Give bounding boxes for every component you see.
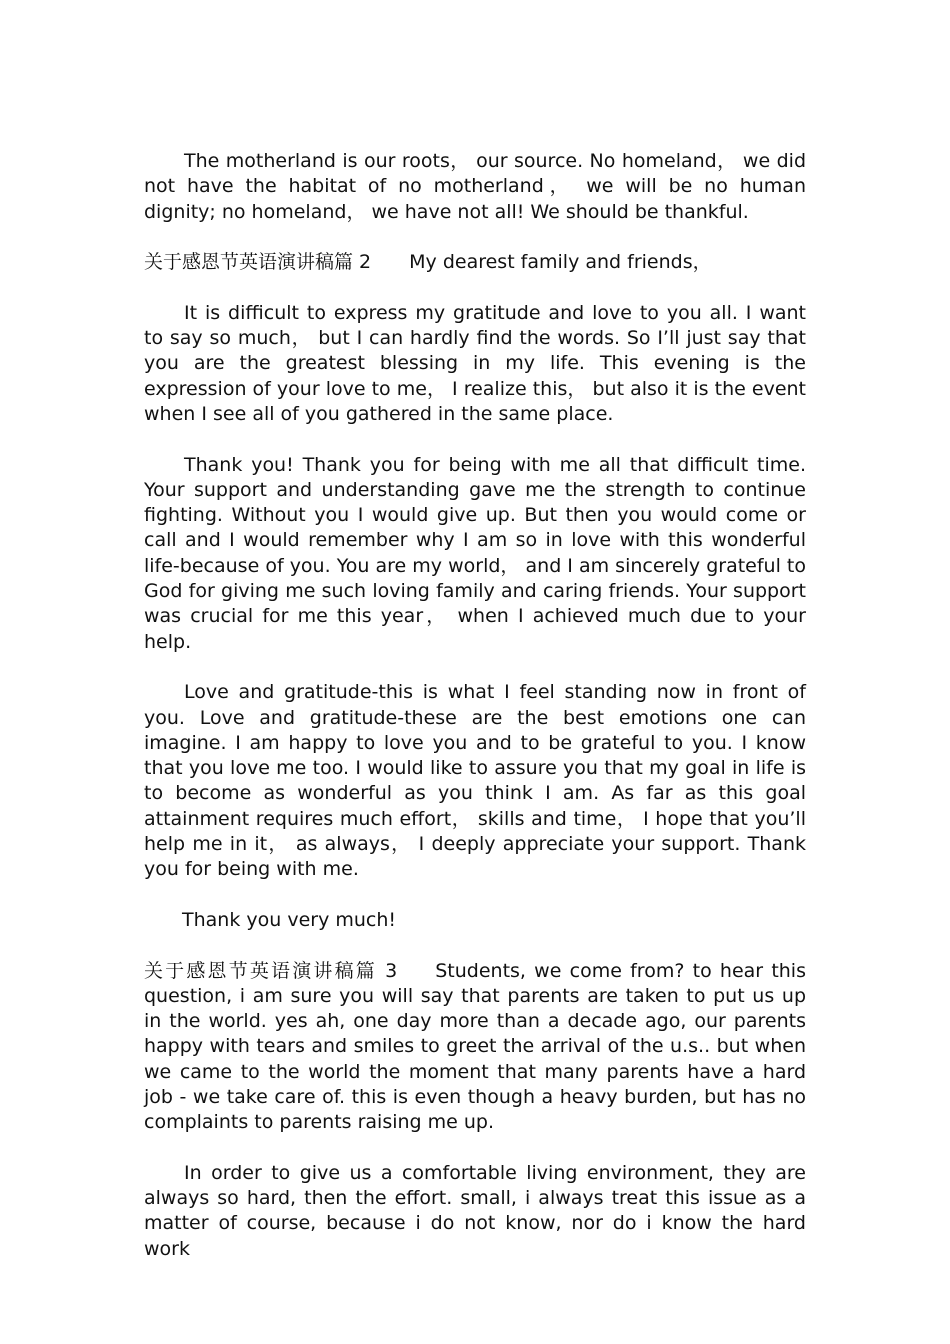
paragraph-love-gratitude: Love and gratitude-this is what I feel standing now in front of you. Love and gratitude-these are the best emotions one can imagine. I am happy to love you and to be grateful to you. I know that you love me too. I would like to assure you that my goal in life is to become as wonderful as you think I am. As far as this goal attainment requires much effort， skills and time， I hope that you’ll help me in it， as always， I deeply appreciate your support. Thank you for being with me. [144, 681, 806, 881]
paragraph-thank-you-very-much: Thank you very much! [182, 908, 397, 931]
paragraph-comfortable-living: In order to give us a comfortable living environment, they are always so hard, then the effort. small, i always treat this issue as a matter of course, because i do not know, nor do i know the hard work [144, 1161, 806, 1260]
paragraph-thank-you: Thank you! Thank you for being with me all that difficult time. Your support and understanding gave me the strength to continue fighting. Without you I would give up. But then you would come or call and I would remember why I am so in love with this wonderful life-because of you. You are my world， and I am sincerely grateful to God for giving me such loving family and caring friends. Your support was crucial for me this year， when I achieved much due to your help. [144, 453, 806, 653]
paragraph-motherland: The motherland is our roots， our source. No homeland， we did not have the habitat of no motherland， we will be no human dignity; no homeland， we have not all! We should be thankful. [144, 150, 806, 223]
section-2-heading: 关于感恩节英语演讲稿篇 2 [144, 251, 372, 274]
document-page [144, 149, 806, 1287]
section-3-heading: 关于感恩节英语演讲稿篇 3 [144, 959, 398, 982]
section-2-salutation: My dearest family and friends， [409, 251, 712, 274]
section-2-heading-paragraph [144, 250, 806, 275]
paragraph-gratitude: It is difficult to express my gratitude and love to you all. I want to say so much， but I can hardly find the words. So I’ll just say that you are the greatest blessing in my life. This evening is the expression of your love to me， I realize this， but also it is the event when I see all of you gathered in the same place. [144, 301, 806, 425]
section-3-heading-paragraph [144, 959, 806, 1136]
section-3-body: Students, we come from? to hear this question, i am sure you will say that parents are taken to put us up in the world. yes ah, one day more than a decade ago, our parents happy with tears and smiles to greet the arrival of the u.s.. but when we came to the world the moment that many parents have a hard job - we take care of. this is even though a heavy burden, but has no complaints to parents raising me up. [144, 959, 806, 1134]
